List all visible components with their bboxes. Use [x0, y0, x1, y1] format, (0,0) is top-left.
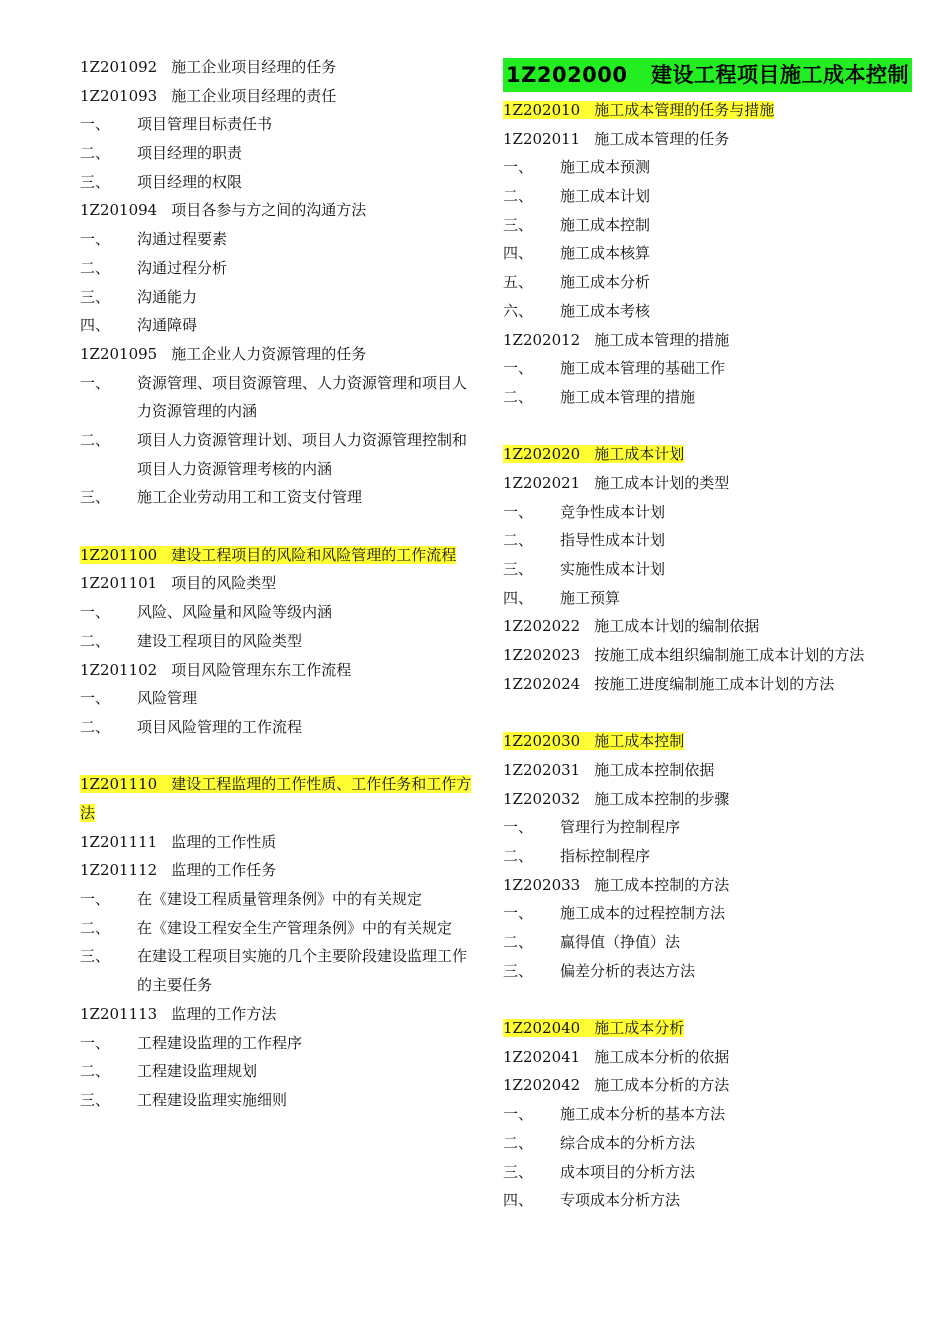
list-item: [503, 354, 923, 383]
item-text: 赢得值（挣值）法: [560, 932, 681, 951]
list-item: [503, 498, 923, 527]
item-text: 项目经理的权限: [137, 172, 243, 191]
heading-text: 施工成本分析: [594, 1019, 685, 1038]
section-code: 1Z201094: [80, 201, 158, 220]
heading-code: 1Z201100: [80, 545, 158, 564]
item-text: 施工成本预测: [560, 158, 651, 177]
section-line: [80, 340, 478, 369]
list-item: [80, 168, 478, 197]
item-number: 三、: [80, 488, 111, 507]
list-item: [80, 283, 478, 312]
item-text: 施工成本控制: [560, 215, 651, 234]
item-text: 在建设工程项目实施的几个主要阶段建设监理工作的主要任务: [137, 947, 468, 995]
list-item: [503, 211, 923, 240]
section-line: [80, 856, 478, 885]
item-text: 指标控制程序: [560, 846, 651, 865]
list-item: [503, 813, 923, 842]
item-text: 实施性成本计划: [560, 560, 666, 579]
item-number: 一、: [503, 359, 534, 378]
list-item: [503, 957, 923, 986]
left-column: [80, 53, 478, 1115]
section-code: 1Z202042: [503, 1076, 581, 1095]
item-text: 施工企业劳动用工和工资支付管理: [137, 488, 363, 507]
section-code: 1Z202041: [503, 1047, 581, 1066]
list-item: [80, 1029, 478, 1058]
section-line: [503, 1071, 923, 1100]
section-title: 施工成本分析的依据: [594, 1047, 730, 1066]
heading-code: 1Z202010: [503, 101, 581, 119]
item-text: 施工成本计划: [560, 187, 651, 206]
item-text: 项目风险管理的工作流程: [137, 717, 303, 736]
section-line: [503, 125, 923, 154]
heading-highlight: [503, 445, 684, 463]
section-code: 1Z201102: [80, 660, 158, 679]
list-item: [80, 713, 478, 742]
list-item: [80, 369, 478, 426]
section-title: 施工成本管理的措施: [594, 330, 730, 349]
section-code: 1Z202011: [503, 129, 581, 148]
item-number: 三、: [503, 961, 534, 980]
section-title: 项目各参与方之间的沟通方法: [171, 201, 367, 220]
list-item: [503, 383, 923, 412]
item-number: 三、: [503, 560, 534, 579]
section-title: 施工企业项目经理的责任: [171, 86, 337, 105]
item-text: 施工成本核算: [560, 244, 651, 263]
right-list: [503, 96, 923, 1215]
item-number: 三、: [80, 287, 111, 306]
item-text: 沟通能力: [137, 287, 198, 306]
list-item: [80, 139, 478, 168]
heading-highlight: [80, 546, 456, 564]
item-number: 四、: [503, 1191, 534, 1210]
item-text: 施工成本分析的基本方法: [560, 1105, 726, 1124]
section-title: 监理的工作性质: [171, 832, 277, 851]
list-item: [503, 153, 923, 182]
item-number: 二、: [503, 531, 534, 550]
highlighted-heading: [80, 541, 478, 570]
list-item: [80, 254, 478, 283]
item-text: 项目经理的职责: [137, 144, 243, 163]
item-text: 偏差分析的表达方法: [560, 961, 696, 980]
heading-highlight: [503, 1019, 684, 1037]
section-title: 项目的风险类型: [171, 574, 277, 593]
item-number: 三、: [80, 172, 111, 191]
list-item: [503, 1186, 923, 1215]
spacer: [503, 412, 923, 441]
chapter-text: 建设工程项目施工成本控制: [650, 63, 909, 87]
item-text: 竞争性成本计划: [560, 502, 666, 521]
item-number: 二、: [503, 187, 534, 206]
list-item: [80, 914, 478, 943]
item-number: 二、: [503, 846, 534, 865]
section-title: 施工企业人力资源管理的任务: [171, 344, 367, 363]
list-item: [503, 1100, 923, 1129]
section-line: [503, 670, 923, 699]
item-number: 四、: [80, 316, 111, 335]
list-item: [503, 526, 923, 555]
item-number: 二、: [80, 144, 111, 163]
item-text: 工程建设监理的工作程序: [137, 1033, 303, 1052]
list-item: [80, 311, 478, 340]
item-text: 工程建设监理实施细则: [137, 1090, 288, 1109]
item-text: 施工成本考核: [560, 301, 651, 320]
list-item: [80, 942, 478, 999]
item-number: 一、: [503, 158, 534, 177]
list-item: [80, 1057, 478, 1086]
section-title: 施工企业项目经理的任务: [171, 58, 337, 76]
item-number: 二、: [80, 717, 111, 736]
item-number: 二、: [80, 430, 111, 449]
item-number: 一、: [80, 115, 111, 134]
section-code: 1Z201112: [80, 861, 158, 880]
section-code: 1Z201095: [80, 344, 158, 363]
item-text: 沟通过程分析: [137, 258, 228, 277]
item-number: 一、: [80, 603, 111, 622]
section-code: 1Z201092: [80, 58, 158, 76]
item-number: 五、: [503, 273, 534, 292]
item-number: 二、: [80, 631, 111, 650]
list-item: [503, 1129, 923, 1158]
highlighted-heading: [503, 727, 923, 756]
list-item: [80, 885, 478, 914]
list-item: [503, 239, 923, 268]
heading-highlight: [80, 775, 471, 822]
item-number: 一、: [503, 1105, 534, 1124]
heading-text: 建设工程监理的工作性质、工作任务和工作方法: [80, 775, 472, 822]
section-line: [80, 1000, 478, 1029]
spacer: [80, 512, 478, 541]
item-text: 在《建设工程质量管理条例》中的有关规定: [137, 890, 423, 909]
heading-text: 施工成本管理的任务与措施: [594, 101, 775, 119]
section-code: 1Z202024: [503, 674, 581, 693]
item-number: 一、: [80, 1033, 111, 1052]
section-title: 施工成本控制的方法: [594, 875, 730, 894]
section-line: [80, 53, 478, 82]
list-item: [80, 426, 478, 483]
list-item: [80, 684, 478, 713]
item-number: 二、: [80, 258, 111, 277]
item-number: 一、: [80, 373, 111, 392]
section-line: [503, 871, 923, 900]
heading-highlight: [503, 732, 684, 750]
section-line: [503, 641, 923, 670]
list-item: [80, 110, 478, 139]
item-text: 项目管理目标责任书: [137, 115, 273, 134]
item-text: 专项成本分析方法: [560, 1191, 681, 1210]
section-code: 1Z202032: [503, 789, 581, 808]
item-number: 二、: [80, 1062, 111, 1081]
list-item: [503, 842, 923, 871]
section-code: 1Z201093: [80, 86, 158, 105]
item-text: 风险、风险量和风险等级内涵: [137, 603, 333, 622]
heading-code: 1Z202040: [503, 1019, 581, 1038]
item-number: 二、: [503, 1133, 534, 1152]
highlighted-heading: [503, 1014, 923, 1043]
item-number: 一、: [80, 230, 111, 249]
section-code: 1Z201111: [80, 832, 158, 851]
section-title: 项目风险管理东东工作流程: [171, 660, 352, 679]
list-item: [503, 297, 923, 326]
item-number: 三、: [80, 1090, 111, 1109]
section-line: [503, 1043, 923, 1072]
section-line: [503, 469, 923, 498]
list-item: [80, 1086, 478, 1115]
item-number: 六、: [503, 301, 534, 320]
section-line: [80, 828, 478, 857]
section-title: 按施工进度编制施工成本计划的方法: [594, 674, 835, 693]
section-line: [80, 82, 478, 111]
section-title: 施工成本计划的类型: [594, 473, 730, 492]
section-line: [503, 326, 923, 355]
section-code: 1Z202023: [503, 646, 581, 665]
heading-text: 施工成本计划: [594, 445, 685, 464]
section-title: 施工成本分析的方法: [594, 1076, 730, 1095]
heading-highlight: [503, 101, 774, 119]
section-title: 施工成本计划的编制依据: [594, 617, 760, 636]
section-code: 1Z202022: [503, 617, 581, 636]
item-text: 综合成本的分析方法: [560, 1133, 696, 1152]
list-item: [80, 598, 478, 627]
list-item: [80, 225, 478, 254]
item-text: 管理行为控制程序: [560, 818, 681, 837]
item-text: 工程建设监理规划: [137, 1062, 258, 1081]
item-text: 资源管理、项目资源管理、人力资源管理和项目人力资源管理的内涵: [137, 373, 468, 421]
item-text: 施工成本管理的基础工作: [560, 359, 726, 378]
item-number: 一、: [80, 689, 111, 708]
section-title: 按施工成本组织编制施工成本计划的方法: [594, 646, 865, 665]
item-number: 一、: [503, 818, 534, 837]
heading-text: 建设工程项目的风险和风险管理的工作流程: [171, 545, 457, 564]
list-item: [80, 483, 478, 512]
item-number: 四、: [503, 244, 534, 263]
item-text: 沟通障碍: [137, 316, 198, 335]
section-code: 1Z201113: [80, 1004, 158, 1023]
section-line: [80, 196, 478, 225]
section-title: 监理的工作任务: [171, 861, 277, 880]
item-number: 二、: [503, 932, 534, 951]
item-number: 一、: [503, 502, 534, 521]
chapter-title: [503, 58, 912, 92]
item-text: 施工成本的过程控制方法: [560, 904, 726, 923]
heading-code: 1Z202030: [503, 732, 581, 751]
section-title: 施工成本控制依据: [594, 760, 715, 779]
chapter-title-row: [503, 58, 923, 94]
section-code: 1Z202033: [503, 875, 581, 894]
list-item: [503, 899, 923, 928]
highlighted-heading: [503, 96, 923, 125]
list-item: [503, 928, 923, 957]
list-item: [503, 1158, 923, 1187]
item-text: 风险管理: [137, 689, 198, 708]
section-title: 施工成本控制的步骤: [594, 789, 730, 808]
item-text: 施工成本管理的措施: [560, 387, 696, 406]
spacer: [503, 698, 923, 727]
list-item: [503, 584, 923, 613]
item-number: 四、: [503, 588, 534, 607]
section-code: 1Z202012: [503, 330, 581, 349]
list-item: [503, 182, 923, 211]
section-line: [80, 656, 478, 685]
list-item: [503, 555, 923, 584]
heading-text: 施工成本控制: [594, 732, 685, 751]
item-text: 沟通过程要素: [137, 230, 228, 249]
highlighted-heading: [503, 440, 923, 469]
item-number: 一、: [503, 904, 534, 923]
item-number: 三、: [80, 947, 111, 966]
item-text: 项目人力资源管理计划、项目人力资源管理控制和项目人力资源管理考核的内涵: [137, 430, 468, 478]
list-item: [503, 268, 923, 297]
section-title: 监理的工作方法: [171, 1004, 277, 1023]
section-line: [503, 785, 923, 814]
section-code: 1Z201101: [80, 574, 158, 593]
spacer: [80, 742, 478, 771]
item-text: 施工预算: [560, 588, 621, 607]
item-number: 三、: [503, 215, 534, 234]
item-number: 二、: [80, 918, 111, 937]
section-code: 1Z202031: [503, 760, 581, 779]
item-number: 二、: [503, 387, 534, 406]
item-text: 在《建设工程安全生产管理条例》中的有关规定: [137, 918, 453, 937]
item-text: 成本项目的分析方法: [560, 1162, 696, 1181]
item-number: 一、: [80, 890, 111, 909]
item-number: 三、: [503, 1162, 534, 1181]
section-line: [503, 756, 923, 785]
item-text: 施工成本分析: [560, 273, 651, 292]
item-text: 建设工程项目的风险类型: [137, 631, 303, 650]
section-line: [503, 612, 923, 641]
heading-code: 1Z202020: [503, 445, 581, 464]
right-column: [503, 58, 923, 1215]
heading-code: 1Z201110: [80, 775, 158, 794]
section-title: 施工成本管理的任务: [594, 129, 730, 148]
chapter-code: 1Z202000: [506, 63, 628, 87]
highlighted-heading: [80, 770, 478, 827]
item-text: 指导性成本计划: [560, 531, 666, 550]
spacer: [503, 985, 923, 1014]
section-code: 1Z202021: [503, 473, 581, 492]
section-line: [80, 569, 478, 598]
list-item: [80, 627, 478, 656]
